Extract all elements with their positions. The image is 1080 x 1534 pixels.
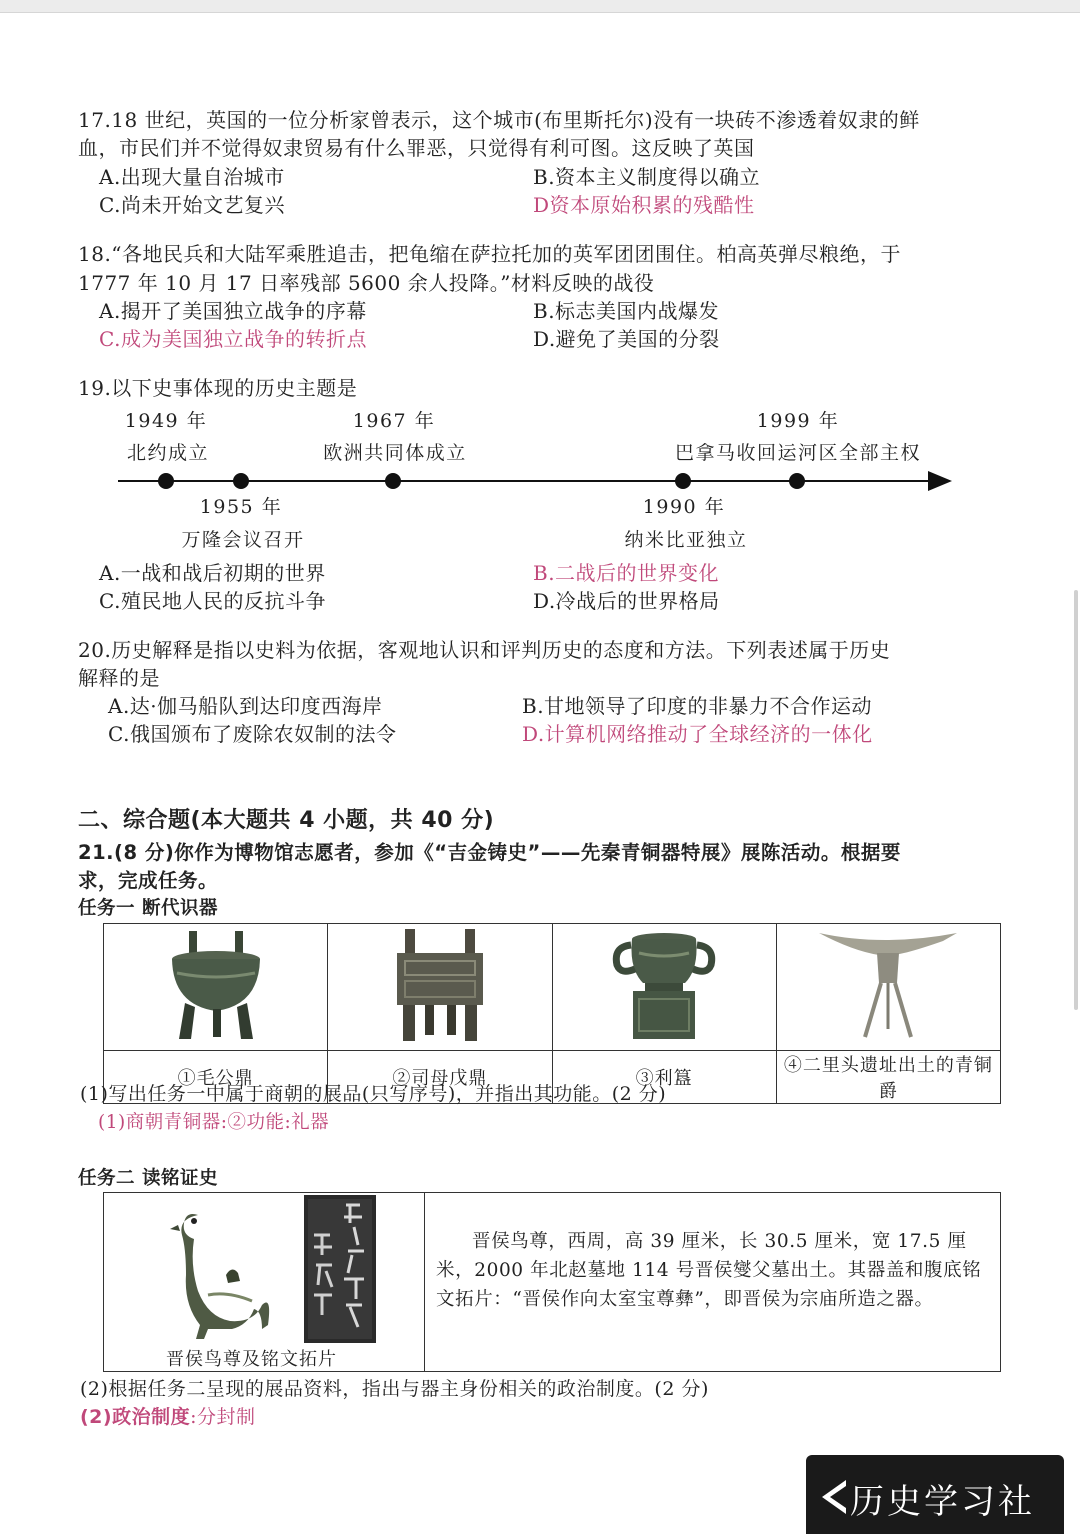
task2-title: 任务二 读铭证史: [78, 1168, 218, 1189]
timeline-event-1990: 纳米比亚独立: [624, 529, 748, 551]
task2-image-caption: 晋侯鸟尊及铭文拓片: [166, 1349, 337, 1370]
timeline-event-1955: 万隆会议召开: [181, 529, 305, 551]
q18-option-a: A.揭开了美国独立战争的序幕: [99, 299, 367, 323]
q19-option-a: A.一战和战后初期的世界: [99, 561, 326, 585]
timeline-dot-1955: [233, 473, 249, 489]
q17-option-d-answer: D资本原始积累的残酷性: [533, 193, 755, 217]
q19-option-d: D.冷战后的世界格局: [533, 589, 720, 613]
timeline-dot-1949: [158, 473, 174, 489]
artifact-label-4: ④二里头遗址出土的青铜爵: [776, 1051, 1000, 1104]
q17-stem-line1: 17.18 世纪，英国的一位分析家曾表示，这个城市(布里斯托尔)没有一块砖不渗透着奴隶的鲜: [78, 108, 920, 132]
q20-stem-line2: 解释的是: [78, 666, 160, 690]
artifact-label-3: ③利簋: [552, 1051, 776, 1104]
timeline-year-1999: 1999 年: [756, 410, 840, 432]
timeline-year-1955: 1955 年: [199, 496, 283, 518]
q17-option-a: A.出现大量自治城市: [99, 165, 285, 189]
timeline-dot-1999: [789, 473, 805, 489]
timeline-axis: [0, 0, 1080, 560]
section2-title: 二、综合题(本大题共 4 小题，共 40 分): [78, 808, 495, 833]
q18-option-b: B.标志美国内战爆发: [533, 299, 720, 323]
timeline-arrow-icon: [928, 471, 952, 491]
q17-option-b: B.资本主义制度得以确立: [533, 165, 761, 189]
task2-answer-value: :分封制: [190, 1406, 256, 1428]
bronze-jue-image: [813, 925, 963, 1045]
q21-stem-line2: 求，完成任务。: [78, 869, 219, 892]
timeline-event-1967: 欧洲共同体成立: [323, 442, 467, 464]
li-gui-image: [609, 925, 719, 1045]
task2-description: 晋侯鸟尊，西周，高 39 厘米，长 30.5 厘米，宽 17.5 厘米，2000 年北赵墓地 114 号晋侯燮父墓出土。其器盖和腹底铭文拓片：“晋侯作向太室宝尊彝”，即晋侯为宗庙所造之器。: [436, 1231, 982, 1310]
q19-option-c: C.殖民地人民的反抗斗争: [99, 589, 326, 613]
timeline-event-1999: 巴拿马收回运河区全部主权: [674, 442, 922, 464]
timeline-year-1967: 1967 年: [352, 410, 436, 432]
task2-table-divider: [424, 1193, 425, 1371]
artifact-label-1: ①毛公鼎: [104, 1051, 328, 1104]
watermark-text: 历史学习社: [850, 1482, 1035, 1522]
q17-option-c: C.尚未开始文艺复兴: [99, 193, 285, 217]
timeline-year-1990: 1990 年: [642, 496, 726, 518]
task2-answer-label: (2)政治制度: [80, 1406, 191, 1428]
artifact-cell-4: [776, 924, 1000, 1051]
task1-answer: (1)商朝青铜器:②功能:礼器: [98, 1112, 330, 1133]
timeline-event-1949: 北约成立: [126, 442, 210, 464]
artifact-cell-1: [104, 924, 328, 1051]
q20-stem-line1: 20.历史解释是指以史料为依据，客观地认识和评判历史的态度和方法。下列表述属于历史: [78, 638, 891, 662]
timeline-dot-1990: [675, 473, 691, 489]
timeline-dot-1967: [385, 473, 401, 489]
task1-question: (1)写出任务一中属于商朝的展品(只写序号)，并指出其功能。(2 分): [80, 1083, 667, 1105]
maogong-ding-image: [161, 925, 271, 1045]
q19-stem: 19.以下史事体现的历史主题是: [78, 376, 358, 400]
badge-arrow-icon: [818, 1478, 848, 1516]
task2-answer: [80, 1404, 256, 1430]
artifact-cell-3: [552, 924, 776, 1051]
jinhou-bird-zun-image: [168, 1205, 278, 1345]
simuwu-ding-image: [385, 925, 495, 1045]
q19-option-b-answer: B.二战后的世界变化: [533, 561, 720, 585]
artifact-cell-2: [328, 924, 552, 1051]
q18-option-d: D.避免了美国的分裂: [533, 327, 720, 351]
q18-option-c-answer: C.成为美国独立战争的转折点: [99, 327, 367, 351]
q20-option-b: B.甘地领导了印度的非暴力不合作运动: [522, 694, 873, 718]
timeline-year-1949: 1949 年: [124, 410, 208, 432]
artifact-label-2: ②司母戊鼎: [328, 1051, 552, 1104]
q21-stem-line1: 21.(8 分)你作为博物馆志愿者，参加《“吉金铸史”——先秦青铜器特展》展陈活动。根据要: [78, 841, 901, 864]
scrollbar[interactable]: [1074, 590, 1078, 1010]
q20-option-d-answer: D.计算机网络推动了全球经济的一体化: [522, 722, 873, 746]
q17-stem-line2: 血，市民们并不觉得奴隶贸易有什么罪恶，只觉得有利可图。这反映了英国: [78, 136, 755, 160]
task2-artifact-table: [103, 1192, 1001, 1372]
task1-artifact-table: [103, 923, 1001, 1104]
task1-title: 任务一 断代识器: [78, 898, 218, 919]
task2-question: (2)根据任务二呈现的展品资料，指出与器主身份相关的政治制度。(2 分): [80, 1378, 709, 1400]
inscription-rubbing-image: [304, 1195, 376, 1343]
q20-option-c: C.俄国颁布了废除农奴制的法令: [108, 722, 397, 746]
q18-stem-line2: 1777 年 10 月 17 日率残部 5600 余人投降。”材料反映的战役: [78, 271, 655, 295]
q20-option-a: A.达·伽马船队到达印度西海岸: [108, 694, 383, 718]
q18-stem-line1: 18.“各地民兵和大陆军乘胜追击，把龟缩在萨拉托加的英军团团围住。柏高英弹尽粮绝，于: [78, 242, 902, 266]
